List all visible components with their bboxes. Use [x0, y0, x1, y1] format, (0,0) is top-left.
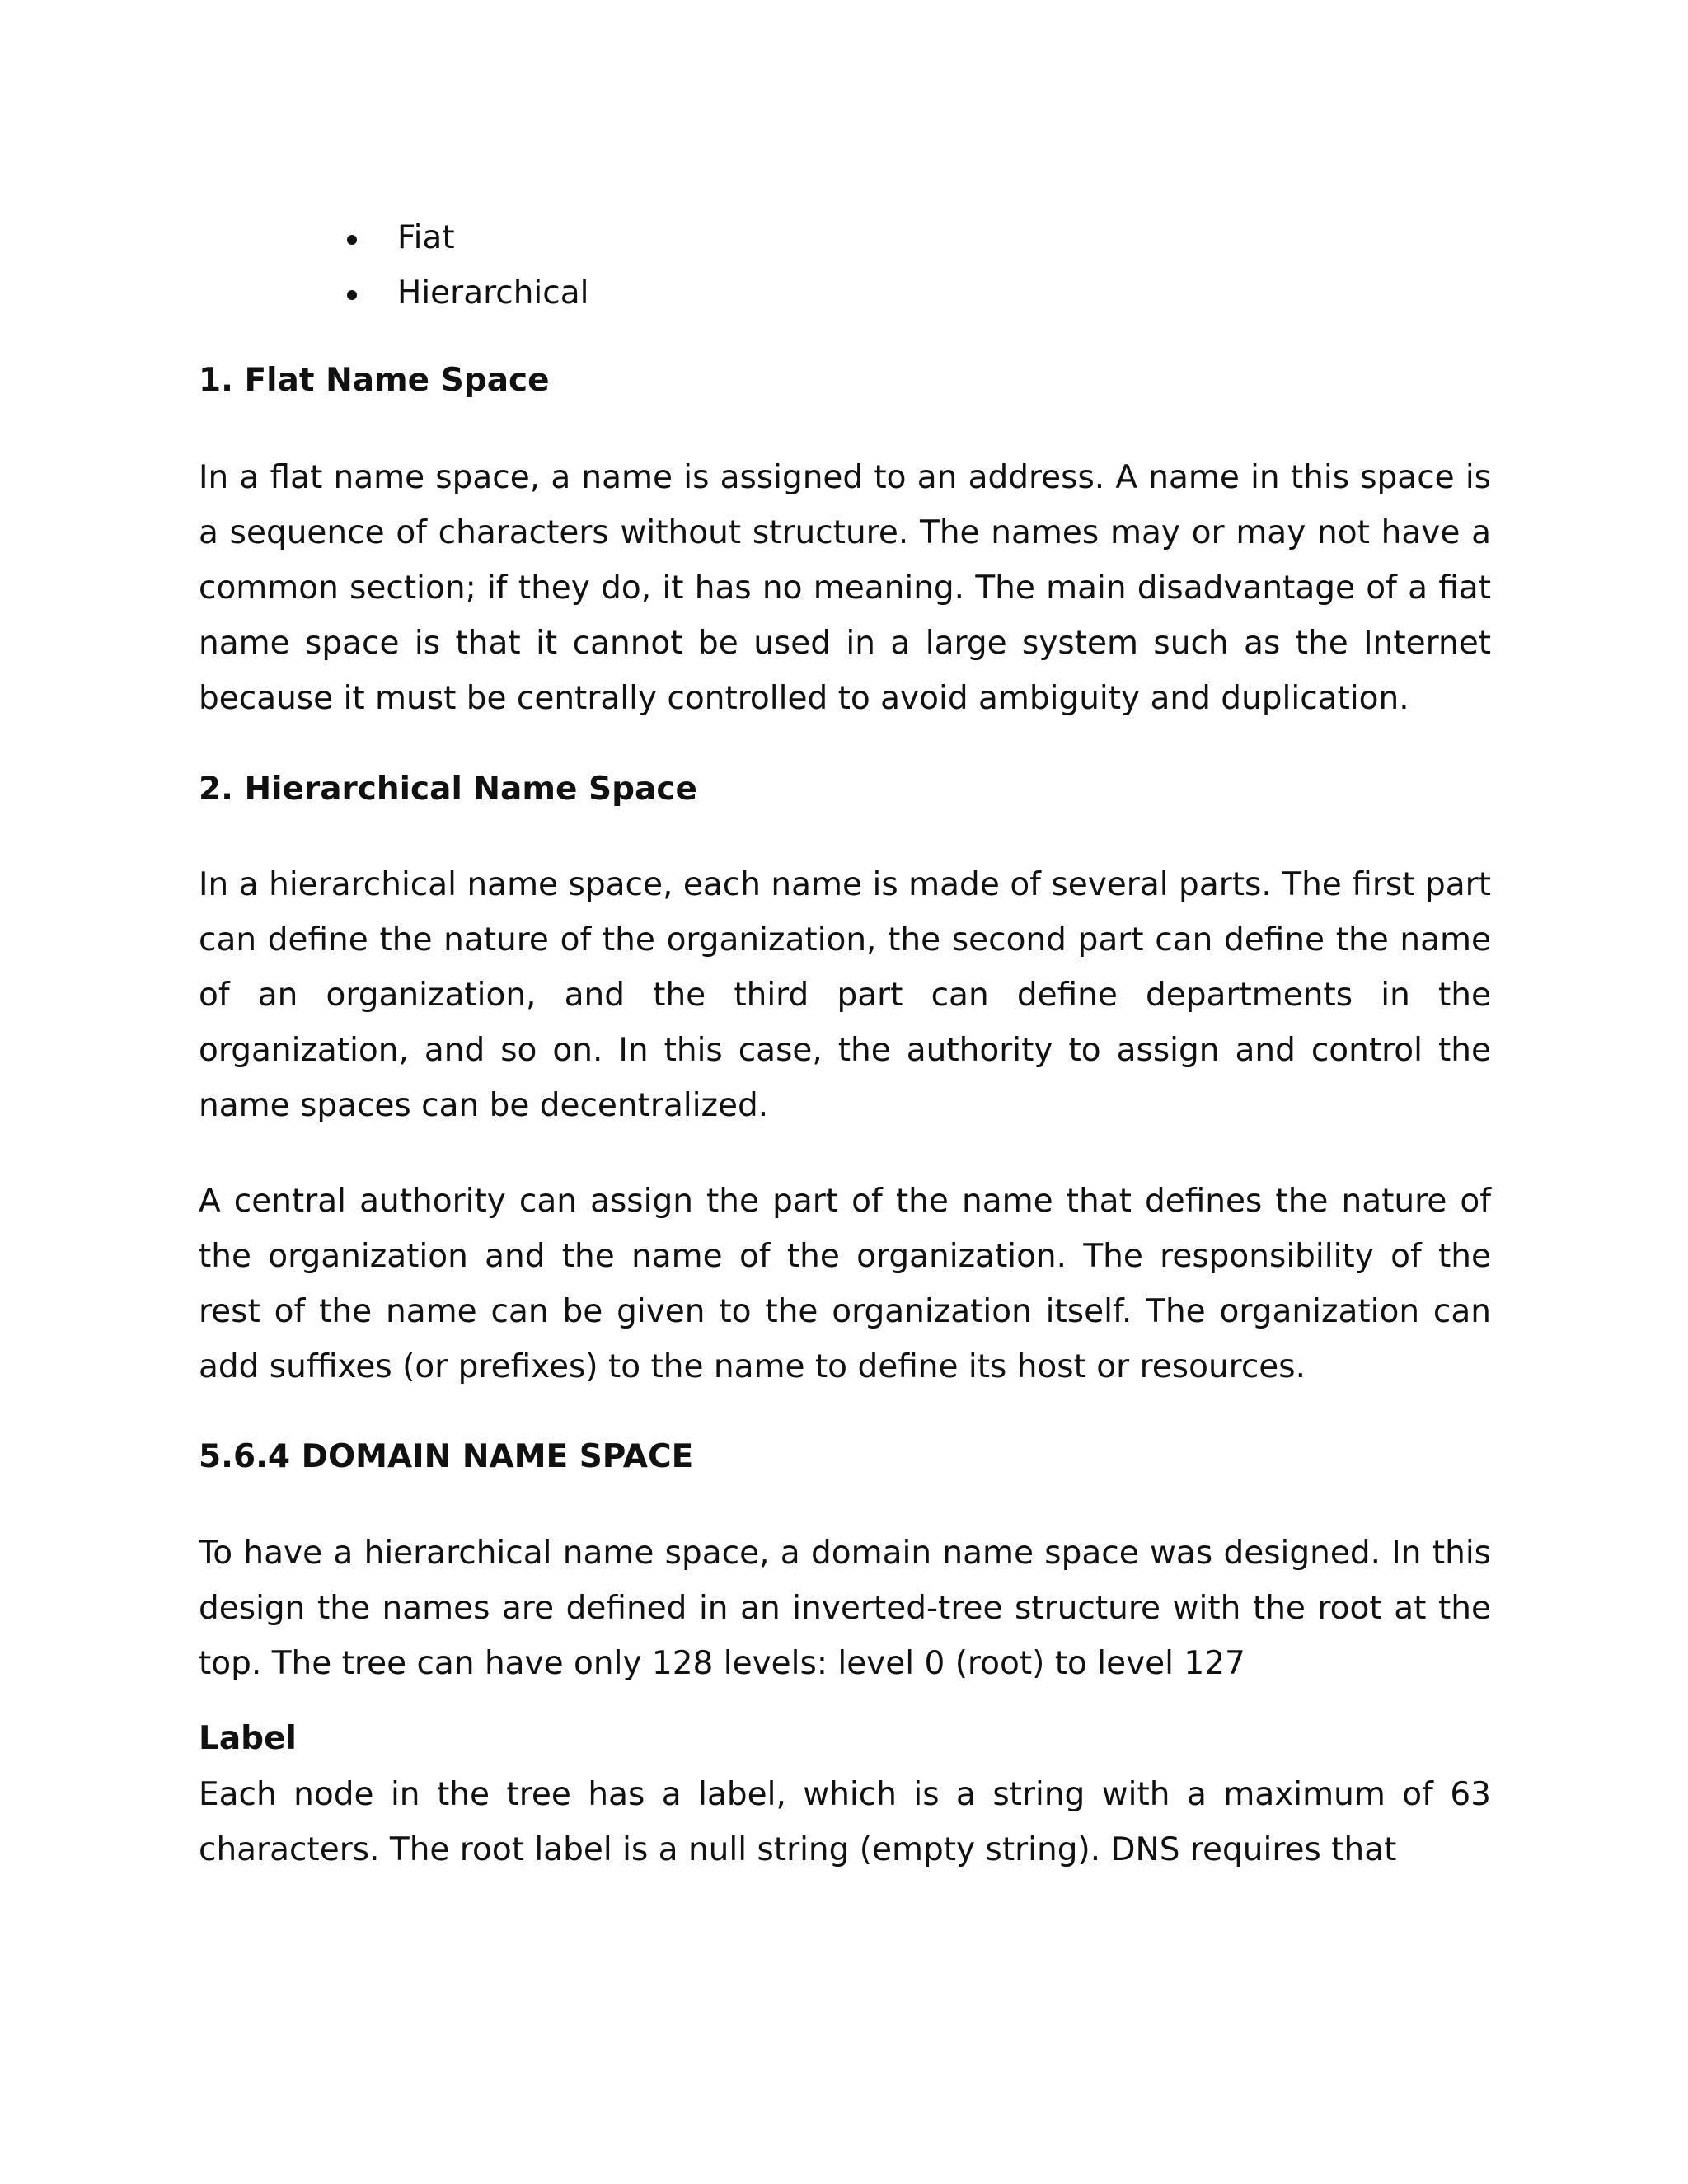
name-space-types-list: [0, 210, 1688, 321]
list-item-text: Hierarchical: [397, 274, 589, 312]
flat-name-space-heading: 1. Flat Name Space: [199, 362, 550, 399]
domain-name-space-heading: 5.6.4 DOMAIN NAME SPACE: [199, 1438, 694, 1475]
bullet-icon: [347, 235, 357, 245]
hierarchical-paragraph-2: A central authority can assign the part of the name that defines the nature of the organization and the name of the organization. The responsibility of the rest of the name can be given to the organization itself. The organization can add suffixes (or prefixes) to the name to define its host or resources.: [199, 1183, 1491, 1385]
hierarchical-name-space-heading: 2. Hierarchical Name Space: [199, 771, 697, 808]
domain-name-space-paragraph: To have a hierarchical name space, a domain name space was designed. In this design the names are defined in an inverted-tree structure with the root at the top. The tree can have only 128 levels: level 0 (root) to level 127: [199, 1535, 1491, 1682]
label-heading: Label: [199, 1720, 297, 1757]
bullet-icon: [347, 290, 357, 300]
label-paragraph: Each node in the tree has a label, which is a string with a maximum of 63 characters. The root label is a null string (empty string). DNS requires that: [199, 1776, 1491, 1868]
hierarchical-paragraph-1: In a hierarchical name space, each name is made of several parts. The first part can define the nature of the organization, the second part can define the name of an organization, and the third part can define departments in the organization, and so on. In this case, the authority to assign and control the name spaces can be decentralized.: [199, 866, 1491, 1124]
list-item: [0, 265, 1688, 321]
flat-name-space-paragraph: In a flat name space, a name is assigned to an address. A name in this space is a sequence of characters without structure. The names may or may not have a common section; if they do, it has no meaning. The main disadvantage of a fiat name space is that it cannot be used in a large system such as the Internet because it must be centrally controlled to avoid ambiguity and duplication.: [199, 459, 1491, 717]
list-item-text: Fiat: [397, 219, 455, 256]
list-item: [0, 210, 1688, 265]
